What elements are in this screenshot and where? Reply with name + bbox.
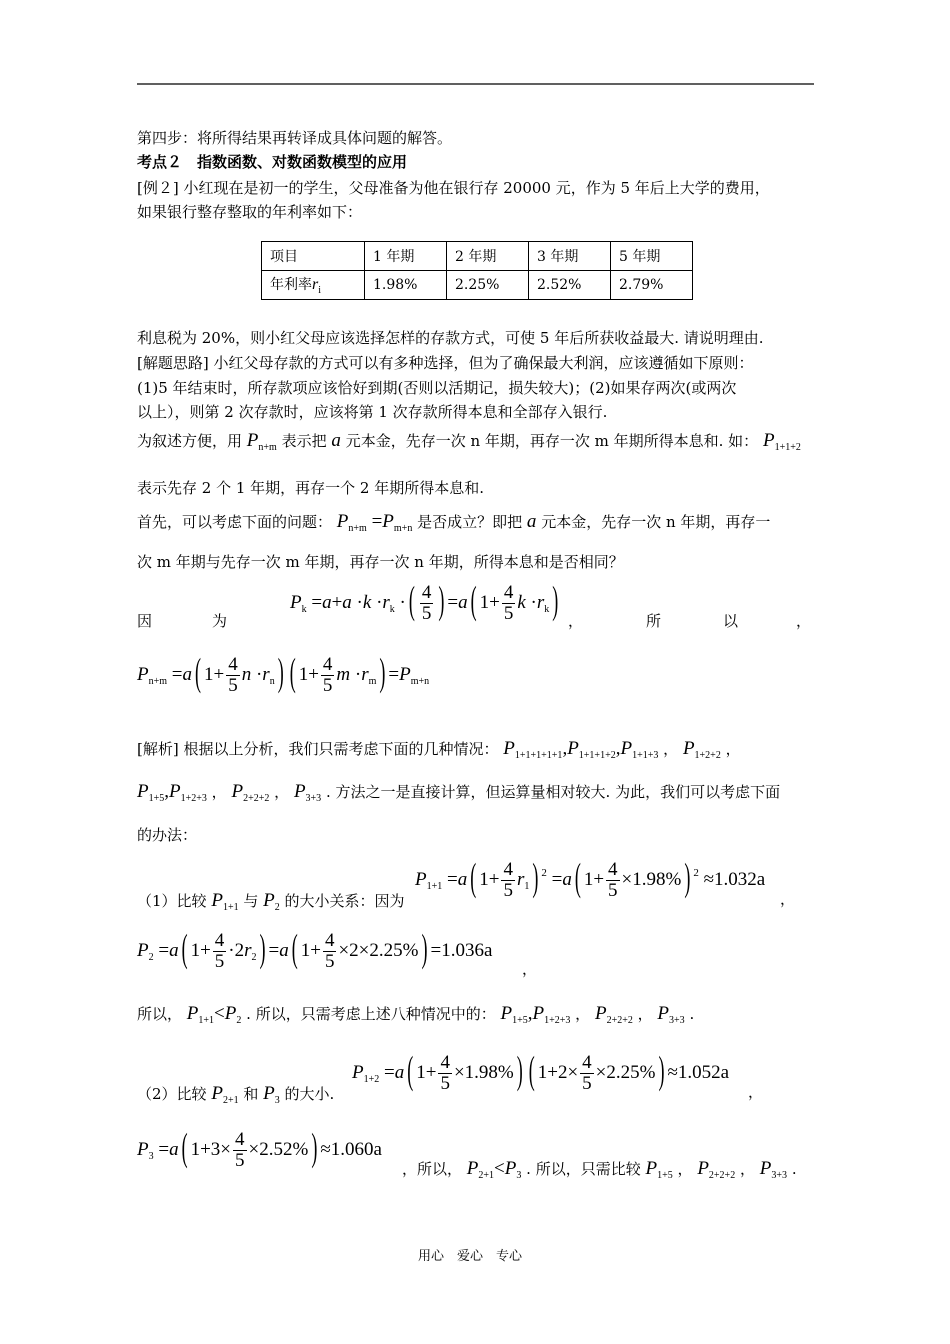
text-span: 表示把 [281,432,327,450]
document-page: 第四步：将所得结果再转译成具体问题的解答。 考点２ 指数函数、对数函数模型的应用 [例２] 小红现在是初一的学生，父母准备为他在银行存 20000 元，作为 5 年后上大学的费用， 如果银行整存整取的年利率如下： 项目 1 年期 2 年期 3 年期 5 年期 年利率$r_i$ 1.98% 2.25% 2.52% 2.79% 利息税为 20%，则小红父母应该选择怎样的存款方式，可使 5 年后所获收益最大. 请说明理由. [解题思路] 小红父母存款的方式可以有多种选择，但为了确保最大利润，应该遵循如下原则： (1)5 年结束时，所存款项应该恰好到期(否则以活期记，损失较大)；(2)如果存两次(或两次 以上），则第 2 次存款时，应该将第 1 次存款所得本息和全部存入银行. 为叙述方便，用 $P_{n+m}$ 表示把 a 元本金，先存一次 n 年期，再存一次 m 年期所得本息和. 如： $P_{1+1+2}$ 表示先存 2 个 1 年期，再存一个 2 年期所得本息和. 首先，可以考虑下面的问题： $P_{n+m} =P_{m+n}$ 是否成立？即把 a 元本金，先存一次 n 年期，再存一 次 m 年期与先存一次 m 年期，再存一次 n 年期，所得本息和是否相同？ $P_k =a+a \cdot k \cdot r_k$ · ( $\frac{4}{5}$ ) =a ( 1+ $\frac{4}{5}$ $k \cdot r_k$ ) 因 为 ， 所 以 ， $P_{n+m} =a$ ( 1+ $\frac{4}{5}$ $n \cdot r_n$ ) ( 1+ $\frac{4}{5}$ $m \cdot r_m$ ) $=P_{m+n}$ [解析] 根据以上分析，我们只需考虑下面的几种情况： $P_{1+1+1+1+1},P_{1+1+1+2},P_{1+1+3}$ ， $P_{1+2+2}$ ， $P_{1+5},P_{1+2+3}$ ， $P_{2+2+2}$ ， $P_{3+3}$ . 方法之一是直接计算，但运算量相对较大. 为此，我们可以考虑下面 的办法： $P_{1+1} =a$ ( 1+ $\frac{4}{5}$ $r_1$ ) $^2$ =a ( 1+ $\frac{4}{5}$ ×1.98% ) $^2$ ≈1.032a （1）比较 $P_{1+1}$ 与 $P_2$ 的大小关系：因为 ， $P_2 =a$ ( 1+ $\frac{4}{5}$ $\cdot 2r_2$ ) =a ( 1+ $\frac{4}{5}$ ×2×2.25% ) =1.036a ， 所以， $P_{1+1}<P_2$ . 所以，只需考虑上述八种情况中的： $P_{1+5},P_{1+2+3}$ ， $P_{2+2+2}$ ， $P_{3+3}$ . $P_{1+2} =a$ ( 1+ $\frac{4}{5}$ ×1.98% ) ( 1+2× $\frac{4}{5}$ ×2.25% ) ≈1.052a （2）比较 $P_{2+1}$ 和 $P_3$ 的大小. ， $P_3 =a$ ( 1+3× $\frac{4}{5}$ ×2.52% ) ≈1.060a ，所以， $P_{2+1}<P_3$ . 所以，只需比较 $P_{1+5}$ ， $P_{2+2+2}$ ， $P_{3+3}$ . 用心 爱心 专心 [0,0,950,1344]
text-span: . 所以，只需考虑上述八种情况中的： [246,1005,496,1023]
text-span: ，所以， [402,1160,463,1178]
example-text-line2: 如果银行整存整取的年利率如下： [137,203,363,221]
text-char: 因 [137,612,153,630]
table-cell: 项目 [262,242,365,271]
formula-pk: $P_k =a+a \cdot k \cdot r_k$ · ( $\frac{4}{5}$ ) =a ( 1+ $\frac{4}{5}$ $k \cdot r_k$ ) [290,577,559,624]
analysis-line3: 的办法： [137,826,198,844]
table-cell: 1 年期 [365,242,447,271]
section-heading: 考点２ 指数函数、对数函数模型的应用 [137,153,408,171]
text-char: ， [796,612,812,630]
page-footer: 用心 爱心 专心 [418,1249,523,1264]
formula-pnm-eq-pmn: $P_{n+m} =P_{m+n}$ [336,511,413,534]
formula-p11: $P_{1+1} =a$ ( 1+ $\frac{4}{5}$ $r_1$ ) $^2$ =a ( 1+ $\frac{4}{5}$ ×1.98% ) $^2$ ≈1.032a [415,854,766,901]
formula-p-33: $P_{3+3}$ [293,781,322,804]
compare1-line: （1）比较 $P_{1+1}$ 与 $P_2$ 的大小关系：因为 [137,890,405,913]
question-line [137,511,770,535]
table-cell: 1.98% [365,271,447,300]
idea-text-line1: [解题思路] 小红父母存款的方式可以有多种选择，但为了确保最大利润，应该遵循如下原则： [137,354,754,372]
text-span: [解析] 根据以上分析，我们只需考虑下面的几种情况： [137,740,499,758]
text-span: 的大小关系：因为 [284,892,405,910]
analysis-line: [解析] 根据以上分析，我们只需考虑下面的几种情况： $P_{1+1+1+1+1},P_{1+1+1+2},P_{1+1+3}$ ， $P_{1+2+2}$ ， [137,738,741,761]
formula-pnm-expansion: $P_{n+m} =a$ ( 1+ $\frac{4}{5}$ $n \cdot r_n$ ) ( 1+ $\frac{4}{5}$ $m \cdot r_m$ ) $=P_{m+n}$ [137,649,430,696]
analysis-line2: $P_{1+5},P_{1+2+3}$ ， $P_{2+2+2}$ ， $P_{3+3}$ . 方法之一是直接计算，但运算量相对较大. 为此，我们可以考虑下面 [137,781,781,804]
text-span: （1）比较 [137,892,207,910]
text-span: 和 [243,1085,259,1103]
text-span: 首先，可以考虑下面的问题： [137,513,333,531]
example-text-line1: [例２] 小红现在是初一的学生，父母准备为他在银行存 20000 元，作为 5 年后上大学的费用， [137,179,770,197]
formula-a: a [331,430,341,451]
text-span: 方法之一是直接计算，但运算量相对较大. 为此，我们可以考虑下面 [335,783,781,801]
formula-a: a [526,511,537,532]
table-cell: 2.52% [529,271,611,300]
table-cell: 2.79% [611,271,693,300]
row-label-sub: i [318,285,322,296]
text-span: （2）比较 [137,1085,207,1103]
row-label: 年利率 [270,277,312,293]
formula-p-222: $P_{2+2+2}$ [231,781,270,804]
notation-line2: 表示先存 2 个 1 年期，再存一个 2 年期所得本息和. [137,479,485,497]
question-line2: 次 m 年期与先存一次 m 年期，再存一次 n 年期，所得本息和是否相同？ [137,553,624,571]
formula-p-112: $P_{1+1+2}$ [762,430,801,453]
text-char: 以 [723,612,739,630]
table-cell: 5 年期 [611,242,693,271]
formula-p3: $P_3 =a$ ( 1+3× $\frac{4}{5}$ ×2.52% ) ≈1.060a [137,1124,382,1171]
step4-text: 第四步：将所得结果再转译成具体问题的解答。 [137,129,453,147]
idea-text-line3: 以上），则第 2 次存款时，应该将第 1 次存款所得本息和全部存入银行. [137,403,608,421]
text-span: 元本金，先存一次 n 年期，再存一次 m 年期所得本息和. 如： [345,432,759,450]
text-span: 与 [243,892,259,910]
table-cell: 3 年期 [529,242,611,271]
table-cell-label [262,271,365,300]
text-char: 所 [646,612,662,630]
formula-cases-c: $P_{1+5},P_{1+2+3}$ [137,781,207,804]
table-cell: 2.25% [447,271,529,300]
compare2-line: （2）比较 $P_{2+1}$ 和 $P_3$ 的大小. [137,1083,335,1106]
formula-p12: $P_{1+2} =a$ ( 1+ $\frac{4}{5}$ ×1.98% ) ( 1+2× $\frac{4}{5}$ ×2.25% ) ≈1.052a [352,1047,730,1094]
formula-cases-a: $P_{1+1+1+1+1},P_{1+1+1+2},P_{1+1+3}$ [503,738,659,761]
text-span: 是否成立？即把 [417,513,523,531]
row-label-var: r [312,276,319,293]
text-char: 为 [212,612,228,630]
so2-line: ，所以， $P_{2+1}<P_3$ . 所以，只需比较 $P_{1+5}$ ， $P_{2+2+2}$ ， $P_{3+3}$ . [402,1158,797,1181]
text-span: 所以， [137,1005,183,1023]
header-rule [0,0,950,100]
text-span: 为叙述方便，用 [137,432,243,450]
table-header-row [262,242,693,271]
interest-rate-table [261,241,693,300]
formula-p2: $P_2 =a$ ( 1+ $\frac{4}{5}$ $\cdot 2r_2$ ) =a ( 1+ $\frac{4}{5}$ ×2×2.25% ) =1.036a [137,925,493,972]
text-char: ， [568,612,584,630]
tax-text: 利息税为 20%，则小红父母应该选择怎样的存款方式，可使 5 年后所获收益最大. 请说明理由. [137,329,764,347]
so1-line: 所以， $P_{1+1}<P_2$ . 所以，只需考虑上述八种情况中的： $P_{1+5},P_{1+2+3}$ ， $P_{2+2+2}$ ， $P_{3+3}$ . [137,1003,695,1026]
idea-text-line2: (1)5 年结束时，所存款项应该恰好到期(否则以活期记，损失较大)；(2)如果存两次(或两次 [137,379,737,397]
table-cell: 2 年期 [447,242,529,271]
text-span: 的大小. [284,1085,335,1103]
text-span: . 所以，只需比较 [526,1160,641,1178]
table-row [262,271,693,300]
notation-line [137,430,801,454]
formula-cases-b: $P_{1+2+2}$ [682,738,721,761]
formula-p-nm: $P_{n+m}$ [246,430,277,453]
text-span: 元本金，先存一次 n 年期，再存一 [541,513,771,531]
